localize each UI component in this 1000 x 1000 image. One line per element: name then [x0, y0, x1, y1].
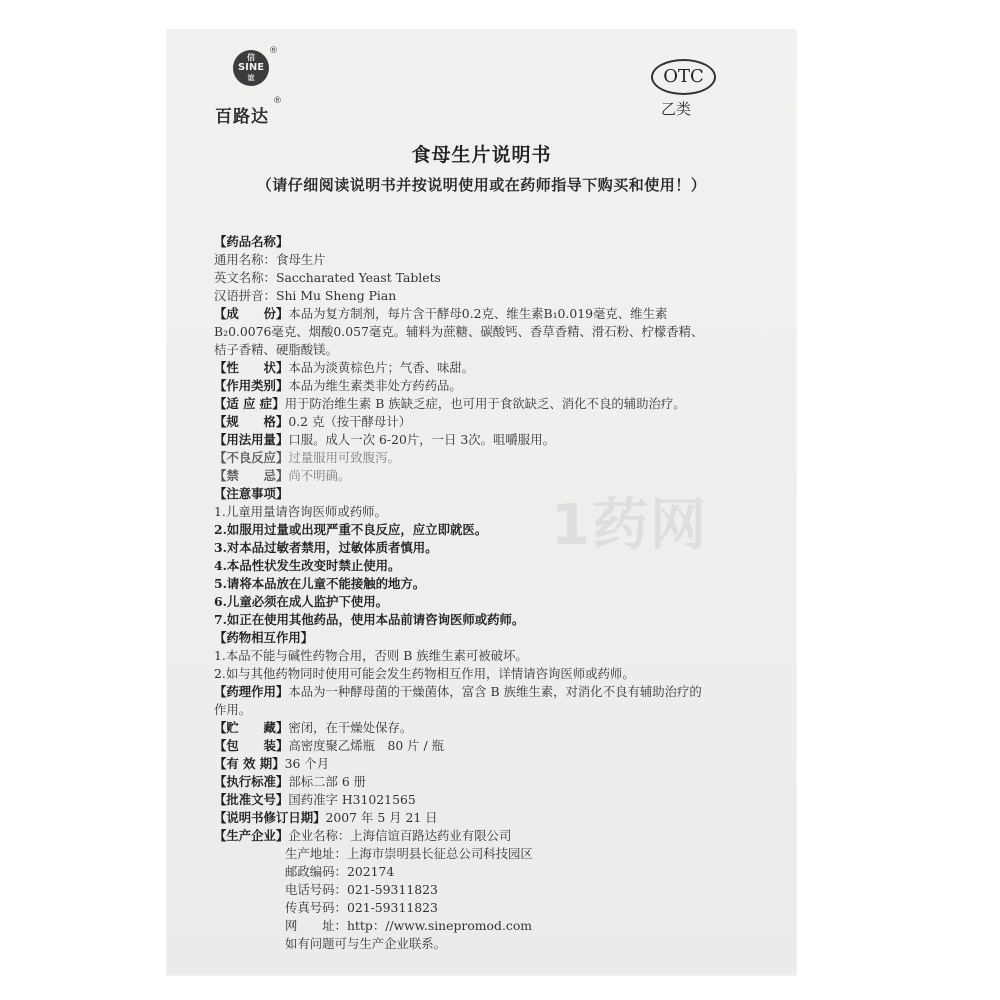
section-label: 【药物相互作用】: [214, 630, 314, 645]
section-line: [214, 774, 366, 790]
section-label: 【适 应 症】: [214, 396, 285, 411]
text-line: 作用。: [214, 702, 252, 717]
text-line: 5.请将本品放在儿童不能接触的地方。: [214, 576, 426, 591]
logo-text-middle: SINE: [237, 62, 265, 73]
text-line: 英文名称：Saccharated Yeast Tablets: [214, 270, 441, 285]
otc-class-label: 乙类: [661, 100, 692, 118]
section-line: [214, 396, 686, 412]
section-text: 密闭，在干燥处保存。: [288, 720, 413, 735]
sine-logo: [233, 50, 269, 86]
section-text: 尚不明确。: [288, 468, 351, 483]
text-line: 通用名称：食母生片: [214, 252, 326, 267]
text-line: 汉语拼音：Shi Mu Sheng Pian: [214, 288, 397, 303]
section-label: 【禁 忌】: [214, 468, 289, 483]
text-line: 传真号码：021-59311823: [285, 900, 438, 915]
section-text: 过量服用可致腹泻。: [288, 450, 400, 465]
section-text: 0.2 克（按干酵母计）: [288, 414, 412, 429]
section-line: [214, 360, 474, 376]
section-line: [214, 810, 438, 826]
text-line: 如有问题可与生产企业联系。: [285, 936, 447, 951]
section-label: 【说明书修订日期】: [214, 810, 326, 825]
section-text: 本品为维生素类非处方药药品。: [288, 378, 462, 393]
logo-registered-mark: ®: [269, 46, 278, 56]
logo-text-bottom: 谊: [247, 74, 255, 82]
section-line: [214, 828, 511, 844]
section-label: 【规 格】: [214, 414, 289, 429]
section-text: 国药准字 H31021565: [288, 792, 416, 807]
section-text: 本品为复方制剂，每片含干酵母0.2克、维生素B₁0.019毫克、维生素: [288, 306, 668, 321]
section-heading: [214, 234, 288, 250]
section-label: 【用法用量】: [214, 432, 289, 447]
section-label: 【批准文号】: [214, 792, 289, 807]
brand-name: 百路达: [215, 107, 269, 127]
section-text: 口服。成人一次 6-20片，一日 3次。咀嚼服用。: [288, 432, 555, 447]
section-label: 【注意事项】: [214, 486, 289, 501]
section-label: 【有 效 期】: [214, 756, 285, 771]
section-label: 【不良反应】: [214, 450, 289, 465]
text-line: 2.如与其他药物同时使用可能会发生药物相互作用，详情请咨询医师或药师。: [214, 666, 635, 681]
text-line: 电话号码：021-59311823: [285, 882, 438, 897]
section-line: [214, 684, 702, 700]
section-text: 36 个月: [284, 756, 330, 771]
section-text: 用于防治维生素 B 族缺乏症，也可用于食欲缺乏、消化不良的辅助治疗。: [284, 396, 686, 411]
text-line: 网 址：http：//www.sinepromod.com: [285, 918, 533, 933]
section-text: 本品为一种酵母菌的干燥菌体，富含 B 族维生素，对消化不良有辅助治疗的: [288, 684, 702, 699]
section-label: 【执行标准】: [214, 774, 289, 789]
text-line: 4.本品性状发生改变时禁止使用。: [214, 558, 401, 573]
section-label: 【药品名称】: [214, 234, 289, 249]
section-heading: [214, 630, 313, 646]
logo-text-top: 信: [247, 53, 255, 62]
watermark: 1药网: [551, 493, 708, 558]
text-line: 7.如正在使用其他药品，使用本品前请咨询医师或药师。: [214, 612, 525, 627]
section-text: 部标二部 6 册: [288, 774, 367, 789]
section-label: 【贮 藏】: [214, 720, 289, 735]
section-label: 【性 状】: [214, 360, 289, 375]
section-text: 高密度聚乙烯瓶 80 片 / 瓶: [288, 738, 445, 753]
section-label: 【成 份】: [214, 306, 289, 321]
section-label: 【药理作用】: [214, 684, 289, 699]
text-line: 1.本品不能与碱性药物合用，否则 B 族维生素可被破坏。: [214, 648, 528, 663]
section-line: [214, 378, 462, 394]
section-line: [214, 432, 555, 448]
section-heading: [214, 486, 288, 502]
otc-badge: OTC: [651, 59, 716, 95]
section-label: 【作用类别】: [214, 378, 289, 393]
text-line: 3.对本品过敏者禁用，过敏体质者慎用。: [214, 540, 438, 555]
text-line: 1.儿童用量请咨询医师或药师。: [214, 504, 387, 519]
leaflet-sheet: [167, 30, 796, 975]
section-line: [214, 792, 416, 808]
text-line: 邮政编码：202174: [285, 864, 395, 879]
text-line: B₂0.0076毫克、烟酸0.057毫克。辅料为蔗糖、碳酸钙、香草香精、滑石粉、柠檬香精、: [214, 324, 704, 339]
text-line: 生产地址：上海市崇明县长征总公司科技园区: [285, 846, 533, 861]
text-line: 2.如服用过量或出现严重不良反应，应立即就医。: [214, 522, 488, 537]
section-text: 本品为淡黄棕色片；气香、味甜。: [288, 360, 475, 375]
section-label: 【包 装】: [214, 738, 289, 753]
section-text: 2007 年 5 月 21 日: [325, 810, 438, 825]
section-line: [214, 414, 411, 430]
section-line: [214, 738, 444, 754]
text-line: 桔子香精、硬脂酸镁。: [214, 342, 338, 357]
section-line: [214, 468, 350, 484]
section-line: [214, 756, 329, 772]
section-line: [214, 306, 667, 322]
text-line: 6.儿童必须在成人监护下使用。: [214, 594, 389, 609]
section-line: [214, 720, 412, 736]
section-text: 企业名称：上海信谊百路达药业有限公司: [288, 828, 512, 843]
document-subtitle: （请仔细阅读说明书并按说明使用或在药师指导下购买和使用！）: [256, 176, 707, 194]
section-line: [214, 450, 400, 466]
document-title: 食母生片说明书: [411, 144, 552, 166]
section-label: 【生产企业】: [214, 828, 289, 843]
brand-registered-mark: ®: [273, 96, 282, 106]
